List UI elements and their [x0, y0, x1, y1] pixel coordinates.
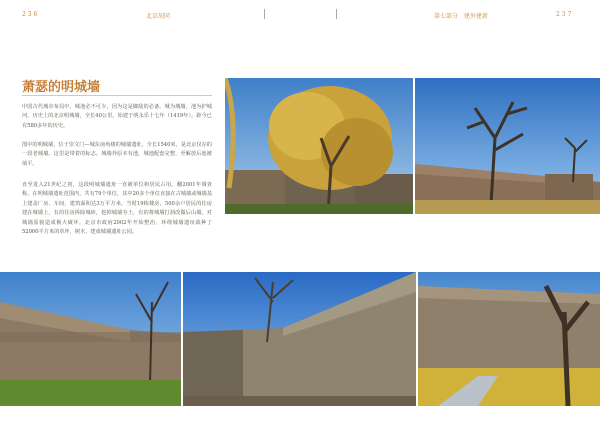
- book-title: 北京胡同: [146, 13, 171, 20]
- photo-wall-lawn: [0, 272, 181, 406]
- header-divider: [264, 9, 265, 19]
- paragraph-1: 中国古代城市布局中，城池必不可少，因为这是御敌的必备。城为城墙，池为护城河。历史上的北京明城墙，全长40公里。始建于明永乐十七年（1419年），距今已有580多年的历史。: [22, 104, 212, 129]
- photo-willow-wall: [225, 78, 413, 214]
- photo-bare-tree-wall: [415, 78, 600, 214]
- paragraph-3: 直至进入21世纪之初，这段明城墙遗址一直被单位和居民占用。翻2001年调查称，在明城墙遗址范围内，共有79个单位，其中20多个单位直接在古城墙或城墙基上建盖厂房、车间，建筑面积达3万平方米。当时19栋楼房，500余户居民的住房建在城墙上，有的住房拆除城砖，挖掉城墙夯土，有的将城墙打洞改做后山墙，对城墙原貌造成极大破坏。北京市政府2002年开始整治，环绕城墙遗址栽种了52000平方米的草坪、树木，建成城墙遗址公园。: [22, 182, 212, 236]
- page-header: [0, 0, 600, 22]
- article-title: 萧瑟的明城墙: [22, 80, 101, 95]
- page-number-left: 2 3 6: [22, 11, 38, 18]
- photo-wall-path: [418, 272, 600, 406]
- paragraph-2: 图中的明城墙，位于崇文门—城东南角楼的城墙遗址，全长1540米，是北京仅存的一段老城墙。这里是带着的标志。城墙外原本有池，城池配套完整，至解放后池被填平。: [22, 142, 212, 167]
- chapter-title: 第七部分 建外建新: [434, 13, 489, 20]
- header-divider: [336, 9, 337, 19]
- page-number-right: 2 3 7: [556, 11, 572, 18]
- title-underline: [22, 95, 212, 96]
- photo-tall-wall: [183, 272, 416, 406]
